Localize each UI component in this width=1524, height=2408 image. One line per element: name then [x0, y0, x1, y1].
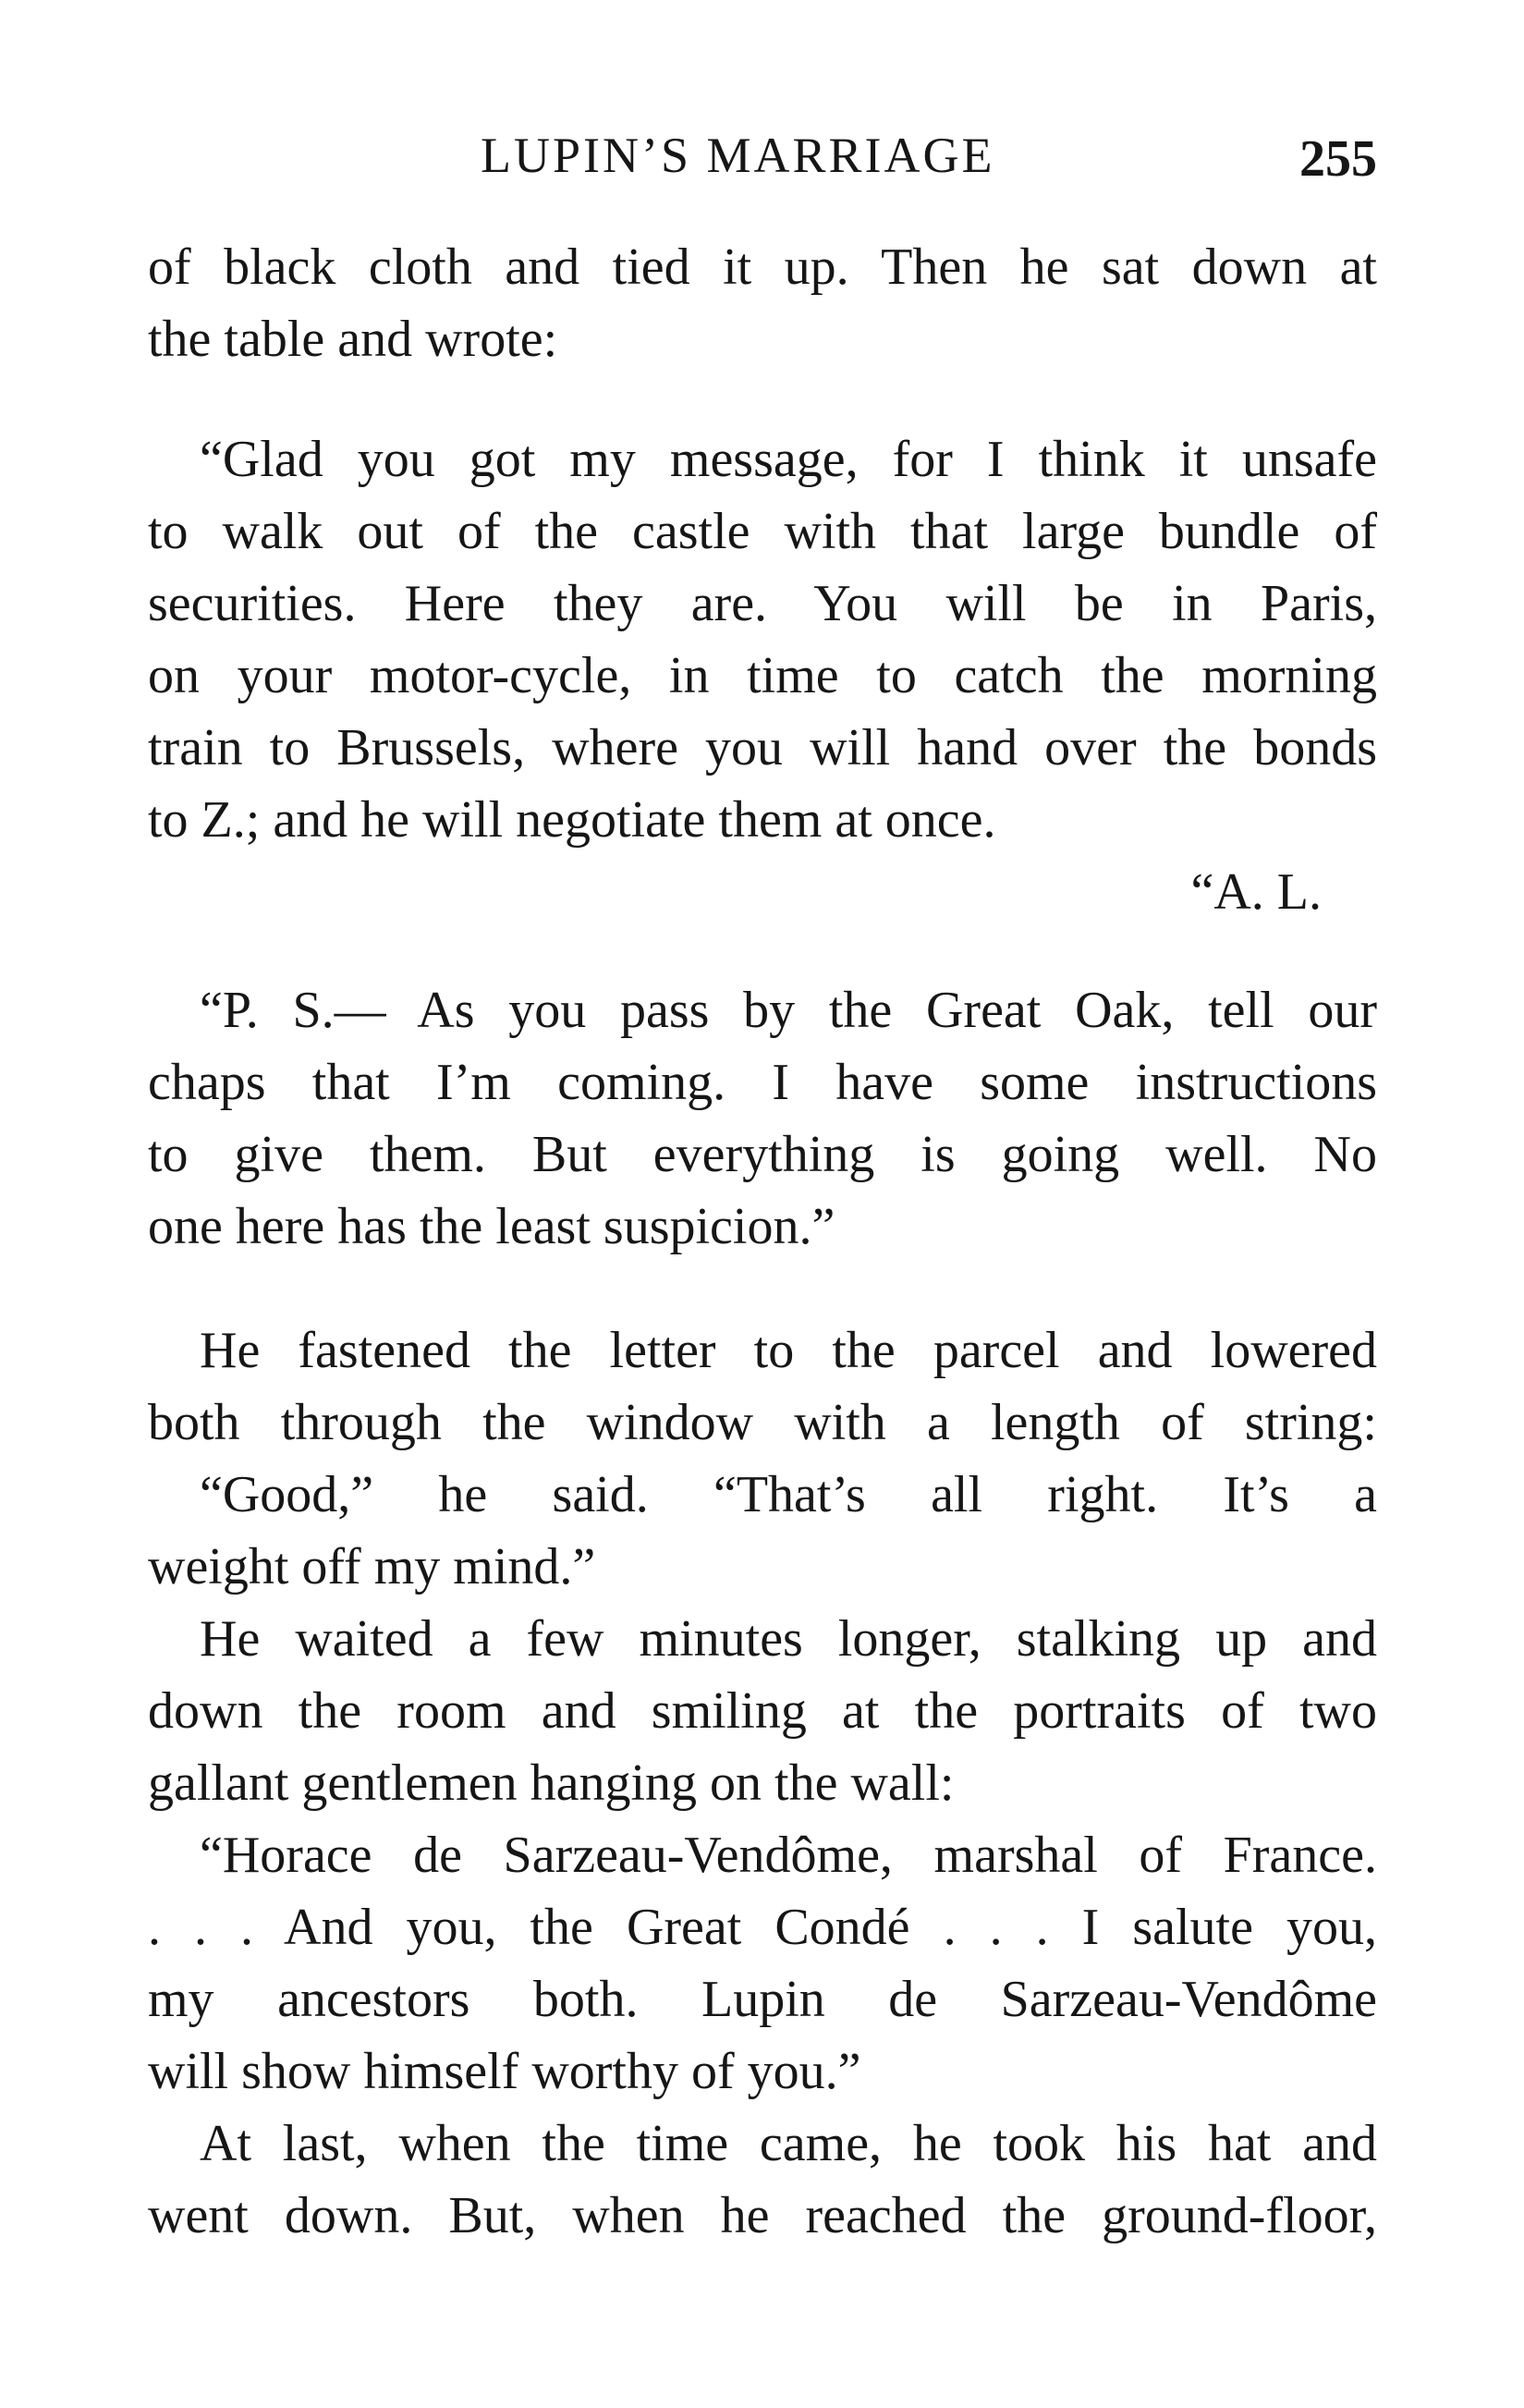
- paragraph-gap: [148, 1263, 1377, 1314]
- text-line: to walk out of the castle with that large bundle of: [148, 503, 1377, 560]
- text-line: weight off my mind.”: [148, 1538, 596, 1595]
- paragraph-gap: [148, 375, 1377, 423]
- text-line: securities. Here they are. You will be in Paris,: [148, 575, 1377, 632]
- text-line: . . . And you, the Great Condé . . . I salute you,: [148, 1899, 1377, 1956]
- text-line: will show himself worthy of you.”: [148, 2043, 861, 2100]
- text-line: both through the window with a length of string:: [148, 1394, 1377, 1451]
- text-line: to give them. But everything is going well. No: [148, 1126, 1377, 1183]
- text-line: the table and wrote:: [148, 311, 558, 368]
- paragraph-gap: [148, 928, 1377, 974]
- running-head: [148, 118, 1377, 192]
- text-line: to Z.; and he will negotiate them at once.: [148, 791, 996, 849]
- text-line: “Good,” he said. “That’s all right. It’s a: [200, 1466, 1377, 1523]
- text-line: He fastened the letter to the parcel and lowered: [200, 1322, 1377, 1379]
- text-line: down the room and smiling at the portraits of two: [148, 1682, 1377, 1740]
- text-line: He waited a few minutes longer, stalking up and: [200, 1610, 1377, 1668]
- text-line: “Glad you got my message, for I think it unsafe: [200, 431, 1377, 488]
- running-title: LUPIN’S MARRIAGE: [481, 128, 995, 183]
- text-line: my ancestors both. Lupin de Sarzeau-Vendôme: [148, 1971, 1377, 2028]
- text-line: gallant gentlemen hanging on the wall:: [148, 1754, 955, 1812]
- text-line: on your motor-cycle, in time to catch the morning: [148, 647, 1377, 704]
- text-line: went down. But, when he reached the ground-floor,: [148, 2187, 1377, 2244]
- page-number: 255: [1299, 130, 1377, 188]
- text-line: “Horace de Sarzeau-Vendôme, marshal of France.: [200, 1827, 1377, 1884]
- letter-signature: “A. L.: [1190, 863, 1322, 921]
- text-line: At last, when the time came, he took his hat and: [200, 2115, 1377, 2172]
- text-line: of black cloth and tied it up. Then he sat down at: [148, 238, 1377, 296]
- text-line: chaps that I’m coming. I have some instructions: [148, 1054, 1377, 1111]
- text-line: train to Brussels, where you will hand over the bonds: [148, 719, 1377, 776]
- text-line: “P. S.— As you pass by the Great Oak, tell our: [200, 982, 1377, 1039]
- text-line: one here has the least suspicion.”: [148, 1198, 835, 1255]
- body-text: [148, 231, 1377, 2252]
